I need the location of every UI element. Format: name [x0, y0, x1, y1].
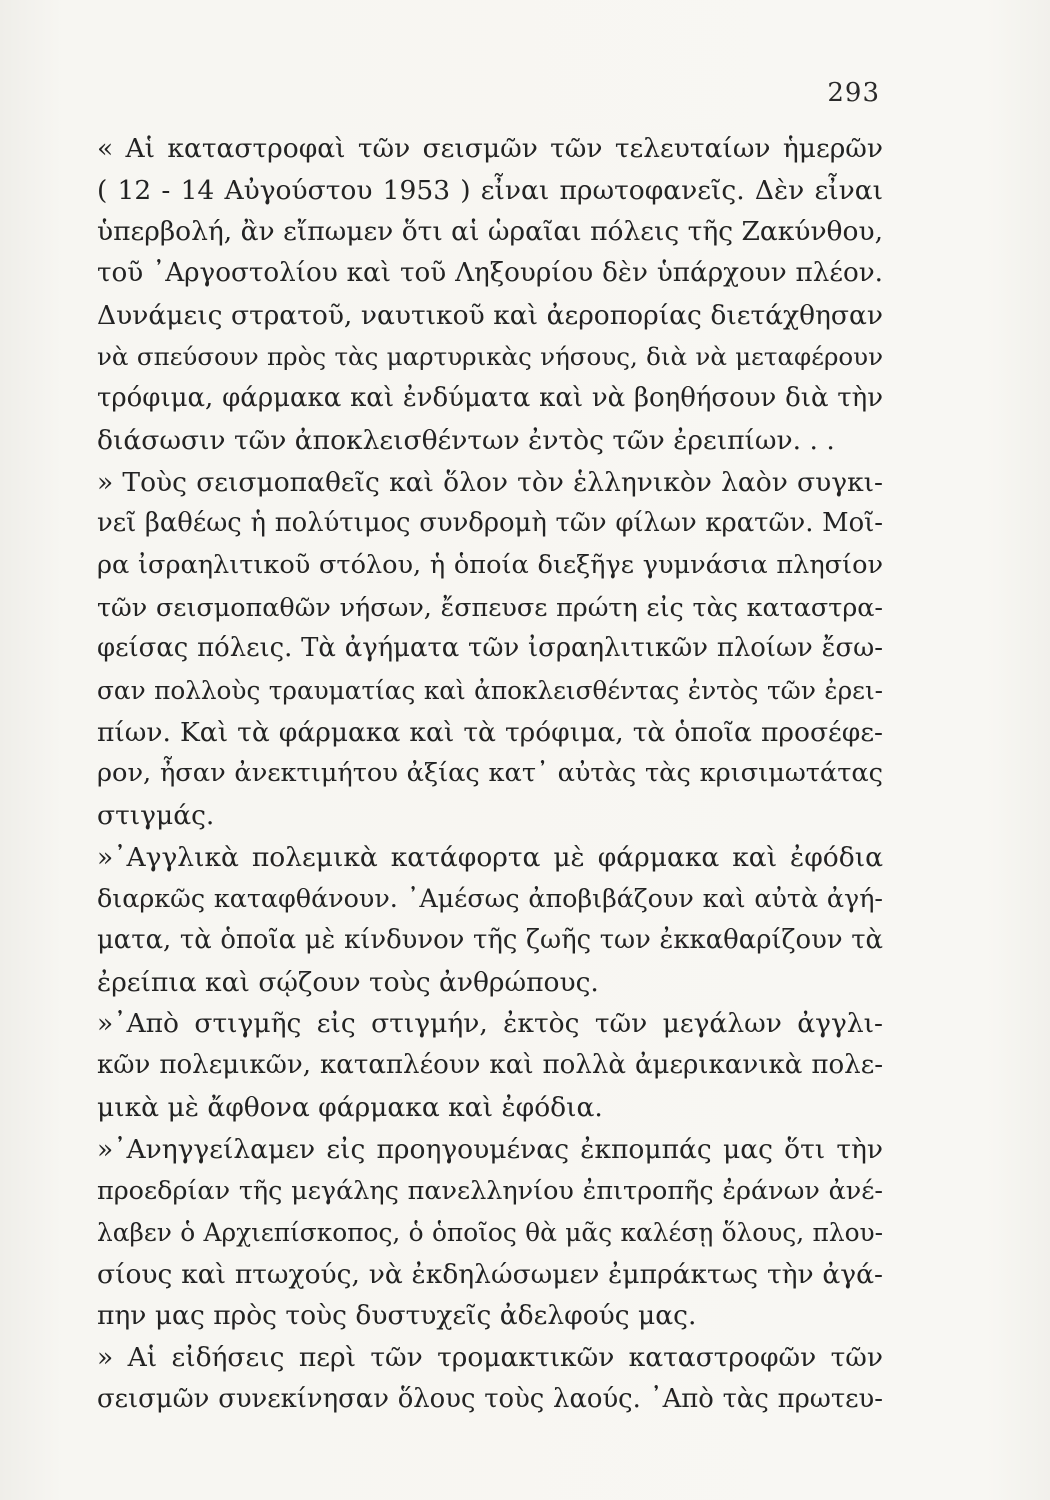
text-line: » Αἱ εἰδήσεις περὶ τῶν τρομακτικῶν καταστροφῶν τῶν	[97, 1341, 883, 1373]
text-line: μικὰ μὲ ἄφθονα φάρμακα καὶ ἐφόδια.	[97, 1091, 603, 1123]
text-line: ρα ἰσραηλιτικοῦ στόλου, ἡ ὁποία διεξῆγε γυμνάσια πλησίον	[97, 549, 883, 580]
text-line: »᾿Αγγλικὰ πολεμικὰ κατάφορτα μὲ φάρμακα καὶ ἐφόδια	[97, 841, 883, 873]
text-line: « Αἱ καταστροφαὶ τῶν σεισμῶν τῶν τελευταίων ἡμερῶν	[97, 133, 883, 164]
text-line: τοῦ ᾿Αργοστολίου καὶ τοῦ Ληξουρίου δὲν ὑπάρχουν πλέον.	[97, 258, 883, 289]
page-number: 293	[827, 78, 880, 108]
text-line: φείσας πόλεις. Τὰ ἀγήματα τῶν ἰσραηλιτικῶν πλοίων ἔσω-	[97, 633, 883, 664]
text-line: ὑπερβολή, ἂν εἴπωμεν ὅτι αἱ ὡραῖαι πόλεις τῆς Ζακύνθου,	[97, 216, 883, 248]
text-line: σίους καὶ πτωχούς, νὰ ἐκδηλώσωμεν ἐμπράκτως τὴν ἀγά-	[97, 1258, 883, 1290]
text-line: προεδρίαν τῆς μεγάλης πανελληνίου ἐπιτροπῆς ἐράνων ἀνέ-	[97, 1175, 883, 1206]
text-line: »᾿Ανηγγείλαμεν εἰς προηγουμένας ἐκπομπάς μας ὅτι τὴν	[97, 1133, 883, 1165]
text-line: νὰ σπεύσουν πρὸς τὰς μαρτυρικὰς νήσους, διὰ νὰ μεταφέρουν	[97, 342, 883, 372]
text-line: ἐρείπια καὶ σῴζουν τοὺς ἀνθρώπους.	[97, 966, 599, 998]
text-line: τῶν σεισμοπαθῶν νήσων, ἔσπευσε πρώτη εἰς τὰς καταστρα-	[97, 591, 883, 622]
body-text	[97, 128, 883, 1420]
text-line: πίων. Καὶ τὰ φάρμακα καὶ τὰ τρόφιμα, τὰ ὁποῖα προσέφε-	[97, 716, 883, 748]
text-line: λαβεν ὁ Αρχιεπίσκοπος, ὁ ὁποῖος θὰ μᾶς καλέσῃ ὅλους, πλου-	[97, 1217, 883, 1247]
text-line: νεῖ βαθέως ἡ πολύτιμος συνδρομὴ τῶν φίλων κρατῶν. Μοῖ-	[97, 508, 883, 539]
text-line: ( 12 - 14 Αὐγούστου 1953 ) εἶναι πρωτοφανεῖς. Δὲν εἶναι	[97, 174, 883, 206]
text-line: σεισμῶν συνεκίνησαν ὅλους τοὺς λαούς. ᾿Απὸ τὰς πρωτευ-	[97, 1383, 883, 1414]
text-line: κῶν πολεμικῶν, καταπλέουν καὶ πολλὰ ἀμερικανικὰ πολε-	[97, 1050, 883, 1081]
text-line: ρον, ἦσαν ἀνεκτιμήτου ἀξίας κατ᾽ αὐτὰς τὰς κρισιμωτάτας	[97, 758, 883, 789]
text-line: »᾿Απὸ στιγμῆς εἰς στιγμήν, ἐκτὸς τῶν μεγάλων ἀγγλι-	[97, 1008, 883, 1040]
text-line: διαρκῶς καταφθάνουν. ᾿Αμέσως ἀποβιβάζουν καὶ αὐτὰ ἀγή-	[97, 883, 883, 914]
text-line: πην μας πρὸς τοὺς δυστυχεῖς ἀδελφούς μας.	[97, 1300, 697, 1332]
text-line: τρόφιμα, φάρμακα καὶ ἐνδύματα καὶ νὰ βοηθήσουν διὰ τὴν	[97, 383, 883, 414]
text-line: Δυνάμεις στρατοῦ, ναυτικοῦ καὶ ἀεροπορίας διετάχθησαν	[97, 299, 883, 331]
text-line: στιγμάς.	[97, 800, 215, 831]
text-line: σαν πολλοὺς τραυματίας καὶ ἀποκλεισθέντας ἐντὸς τῶν ἐρει-	[97, 675, 883, 705]
text-line: » Τοὺς σεισμοπαθεῖς καὶ ὅλον τὸν ἑλληνικὸν λαὸν συγκι-	[97, 466, 883, 498]
text-line: διάσωσιν τῶν ἀποκλεισθέντων ἐντὸς τῶν ἐρειπίων. . .	[97, 424, 835, 456]
text-line: ματα, τὰ ὁποῖα μὲ κίνδυνον τῆς ζωῆς των ἐκκαθαρίζουν τὰ	[97, 925, 883, 956]
